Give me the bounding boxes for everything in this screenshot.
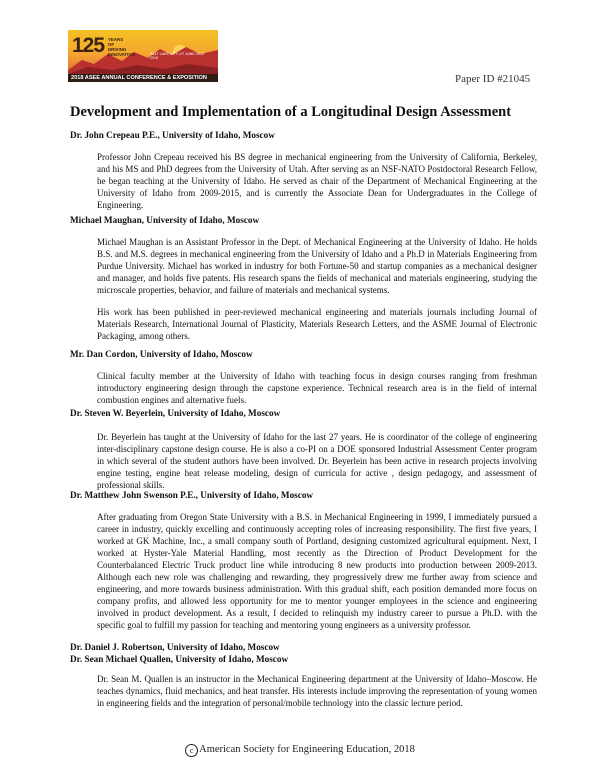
author-bio: Dr. Sean M. Quallen is an instructor in the Mechanical Engineering department at the University of Idaho–Moscow. He teaches dynamics, fluid mechanics, and heat transfer. His interests include improving the representation of young women in engineering fields and the integration of personal/mobile technology into the classic lecture period.: [97, 674, 537, 708]
author-bio: After graduating from Oregon State University with a B.S. in Mechanical Engineering in 1999, I immediately pursued a career in industry, quickly excelling and continuously accepting roles of increasing responsibility. The first five years, I worked at GK Machine, Inc., a small company south of Portland, designing customized agricultural equipment. Next, I worked at Hyster-Yale Material Handling, most recently as the Direction of Product Development for the Counterbalanced Electric Truck product line while introducing 8 new products into production between 2009-2013. Although each new role was challenging and rewarding, they progressively drew me further away from science and engineering, and more towards business administration. With this gradual shift, each position demanded more focus on company profits, and allowed less opportunity for me to mentor younger employees in the science and engineering involved in product development. As a result, I decided to relinquish my industry career to pursue a Ph.D. with the specific goal to fulfill my passion for teaching and mentoring young engineers as a university professor.: [97, 512, 537, 630]
copyright-symbol: c: [185, 744, 198, 757]
paper-title: Development and Implementation of a Longitudinal Design Assessment: [70, 104, 512, 120]
author-name: Dr. Daniel J. Robertson, University of Idaho, Moscow: [70, 642, 280, 652]
author-name: Dr. John Crepeau P.E., University of Idaho, Moscow: [70, 130, 275, 140]
author-bio: Dr. Beyerlein has taught at the University of Idaho for the last 27 years. He is coordinator of the college of engineering inter-disciplinary capstone design course. He is also a co-PI on a DOE sponsored Industrial Assessment Center program in which several of the student authors have been involved. Dr. Beyerlein has been active in research projects involving engine testing, engine heat release modeling, design of curricula for active , design pedagogy, and assessment of professional skills.: [97, 432, 537, 490]
logo-number: 125: [72, 34, 105, 57]
copyright-text: American Society for Engineering Education, 2018: [199, 744, 415, 755]
copyright-footer: [0, 744, 600, 757]
logo-band: 2018 ASEE ANNUAL CONFERENCE & EXPOSITION: [68, 74, 218, 82]
author-name: Dr. Matthew John Swenson P.E., University of Idaho, Moscow: [70, 490, 314, 500]
paper-id: Paper ID #21045: [455, 73, 531, 85]
author-name: Dr. Steven W. Beyerlein, University of Idaho, Moscow: [70, 408, 281, 418]
conference-logo: [68, 30, 218, 82]
author-bio: His work has been published in peer-reviewed mechanical engineering and materials journals including Journal of Materials Research, International Journal of Plasticity, Materials Research Letters, and the ASME Journal of Electronic Packaging, among others.: [97, 307, 537, 341]
author-bio: Clinical faculty member at the University of Idaho with teaching focus in design courses ranging from freshman introductory engineering design through the capstone experience. Technical research area is in the field of internal combustion engines and alternative fuels.: [97, 371, 537, 405]
author-bio: Professor John Crepeau received his BS degree in mechanical engineering from the University of California, Berkeley, and his MS and PhD degrees from the University of Utah. After serving as an NSF-NATO Postdoctoral Research Fellow, he began teaching at the University of Idaho. He served as chair of the Department of Mechanical Engineering at the University of Idaho from 2009-2015, and is currently the Associate Dean for Undergraduates in the College of Engineering.: [97, 152, 537, 210]
logo-city: SALT LAKE CITY, UT JUNE 24-27 2018: [150, 52, 205, 61]
author-name: Dr. Sean Michael Quallen, University of Idaho, Moscow: [70, 654, 289, 664]
logo-years: YEARS OF DRIVING INNOVATION: [108, 37, 135, 57]
author-name: Michael Maughan, University of Idaho, Moscow: [70, 215, 260, 225]
author-name: Mr. Dan Cordon, University of Idaho, Moscow: [70, 349, 253, 359]
author-bio: Michael Maughan is an Assistant Professor in the Dept. of Mechanical Engineering at the University of Idaho. He holds B.S. and M.S. degrees in mechanical engineering from the University of Idaho and a Ph.D in Materials Engineering from Purdue University. Michael has worked in industry for both Fortune-50 and startup companies as a mechanical designer and manager, and holds five patents. His research spans the fields of mechanical and materials engineering, studying the microscale properties, behavior, and failure of materials and mechanical systems.: [97, 237, 537, 295]
